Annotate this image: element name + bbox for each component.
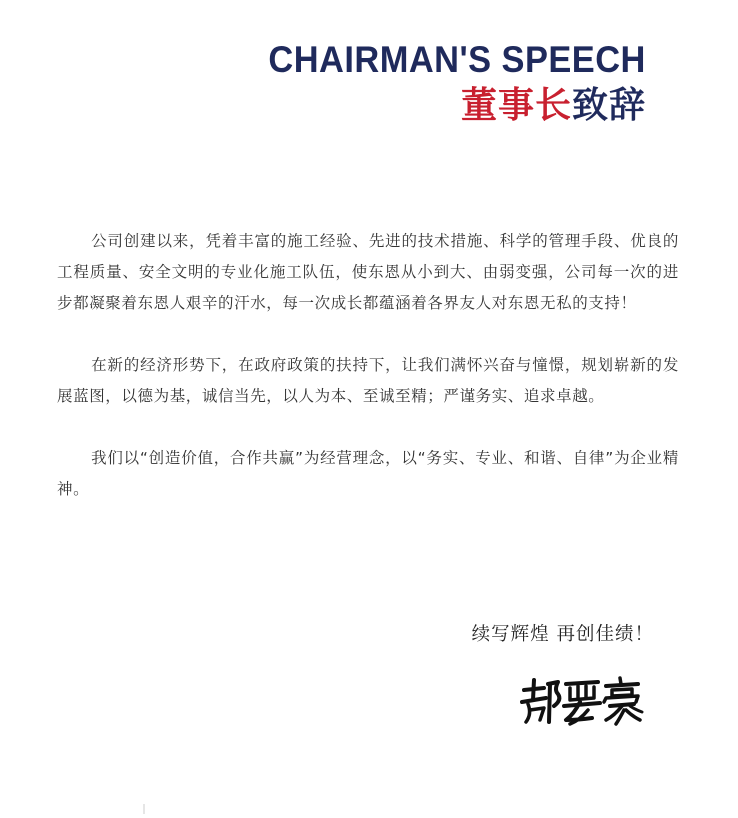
paragraph-3: 我们以“创造价值，合作共赢”为经营理念，以“务实、专业、和谐、自律”为企业精神。 [57, 449, 679, 498]
signature-graphic [518, 676, 644, 728]
paragraph-1: 公司创建以来，凭着丰富的施工经验、先进的技术措施、科学的管理手段、优良的工程质量、安全文明的专业化施工队伍，使东恩从小到大、由弱变强，公司每一次的进步都凝聚着东恩人艰辛的汗水，每一次成长都蕴涵着各界友人对东恩无私的支持！ [57, 232, 679, 312]
faint-mark [143, 804, 145, 814]
title-chinese-red: 董事长 [460, 85, 572, 126]
title-chinese [240, 84, 646, 128]
page-header [240, 38, 646, 128]
signature [518, 676, 644, 728]
title-chinese-navy: 致辞 [571, 85, 646, 126]
title-english: CHAIRMAN'S SPEECH [268, 39, 646, 80]
closing-line: 续写辉煌 再创佳绩！ [471, 624, 654, 645]
speech-body [57, 226, 679, 536]
paragraph-2: 在新的经济形势下，在政府政策的扶持下，让我们满怀兴奋与憧憬，规划崭新的发展蓝图，以德为基，诚信当先，以人为本、至诚至精；严谨务实、追求卓越。 [57, 356, 679, 405]
